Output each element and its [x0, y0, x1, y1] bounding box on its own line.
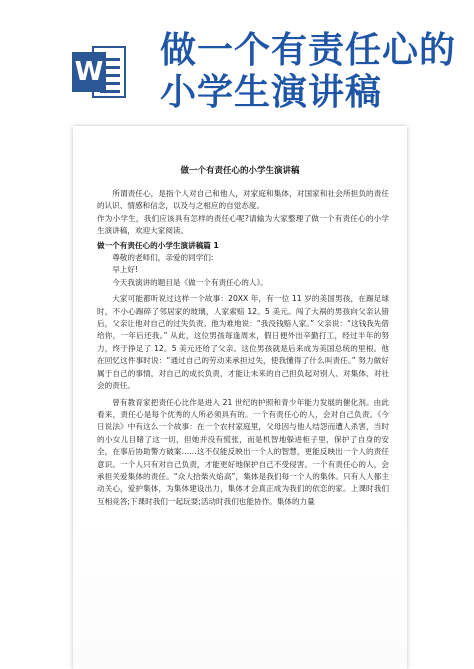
greeting: 早上好!	[112, 265, 139, 275]
banner-title-line-1: 做一个有责任心的	[160, 30, 457, 71]
section-heading: 做一个有责任心的小学生演讲稿篇 1	[97, 240, 219, 250]
document-body	[97, 188, 389, 508]
paragraph-intro: 所谓责任心，是指个人对自己和他人，对家庭和集体，对国家和社会所担负的责任的认识、情感和信念，以及与之相应的自觉态度。	[97, 189, 389, 211]
banner-title	[160, 30, 456, 114]
document-title: 做一个有责任心的小学生演讲稿	[180, 166, 300, 176]
paragraph-story: 大家可能都听说过这样一个故事：20XX 年，有一位 11 岁的美国男孩，在踢足球时，不小心踢碎了邻居家的玻璃，人家索赔 12。5 美元。闯了大祸的男孩向父亲认错后，父亲让他对自己的过失负责。他为难地说：“我没钱赔人家。” 父亲说：“这钱我先借给你，一年后还我。” 从此，这位男孩每逢周末，假日便外出辛勤打工，经过半年的努力，终于挣足了 12。5 美元还给了父亲。这位男孩就是后来成为美国总统的里根。他在回忆这件事时说：“通过自己的劳动来承担过失，使我懂得了什么叫责任。” 努力做好属于自己的事情，对自己的成长负责，才能让未来的自己担负起对别人、对集体、对社会的责任。	[97, 294, 389, 391]
banner-title-line-2: 小学生演讲稿	[160, 72, 383, 113]
speech-topic: 今天我演讲的题目是《做一个有责任心的人》。	[112, 277, 268, 287]
document-page	[73, 126, 407, 669]
salutation: 尊敬的老师们，亲爱的同学们:	[112, 253, 214, 263]
word-doc-icon	[72, 40, 128, 104]
word-letter-badge: W	[72, 52, 106, 92]
paragraph-responsibility: 曾有教育家把责任心比作是进入 21 世纪的护照和青少年能力发展的催化剂。由此看来，责任心是每个优秀的人所必须具有的。一个有责任心的人，会对自己负责。《今日说法》中有这么一个故事：在一个农村家庭里，父母因与他人结怨而遭人杀害，当时的小女儿目睹了这一切，但她并没有慌张，而是机智地躲进柜子里，保护了自身的安全，在事后协助警方破案……这不仅能反映出一个人的智慧，更能反映出一个人的责任意识。一个人只有对自己负责，才能更好地保护自己不受侵害。一个有责任心的人，会承担关爱集体的责任。“众人拾柴火焰高”，集体是我们每一个人的集体。只有人人都主动关心，爱护集体，为集体建设出力，集体才会真正成为我们的依恋的家。上课时我们互相竞答;下课时我们一起玩耍;活动时我们也能协作。集体的力量	[97, 397, 389, 506]
paragraph-preface: 作为小学生，我们应该具有怎样的责任心呢?请输为大家整理了做一个有责任心的小学生演讲稿，欢迎大家阅读。	[97, 213, 389, 236]
